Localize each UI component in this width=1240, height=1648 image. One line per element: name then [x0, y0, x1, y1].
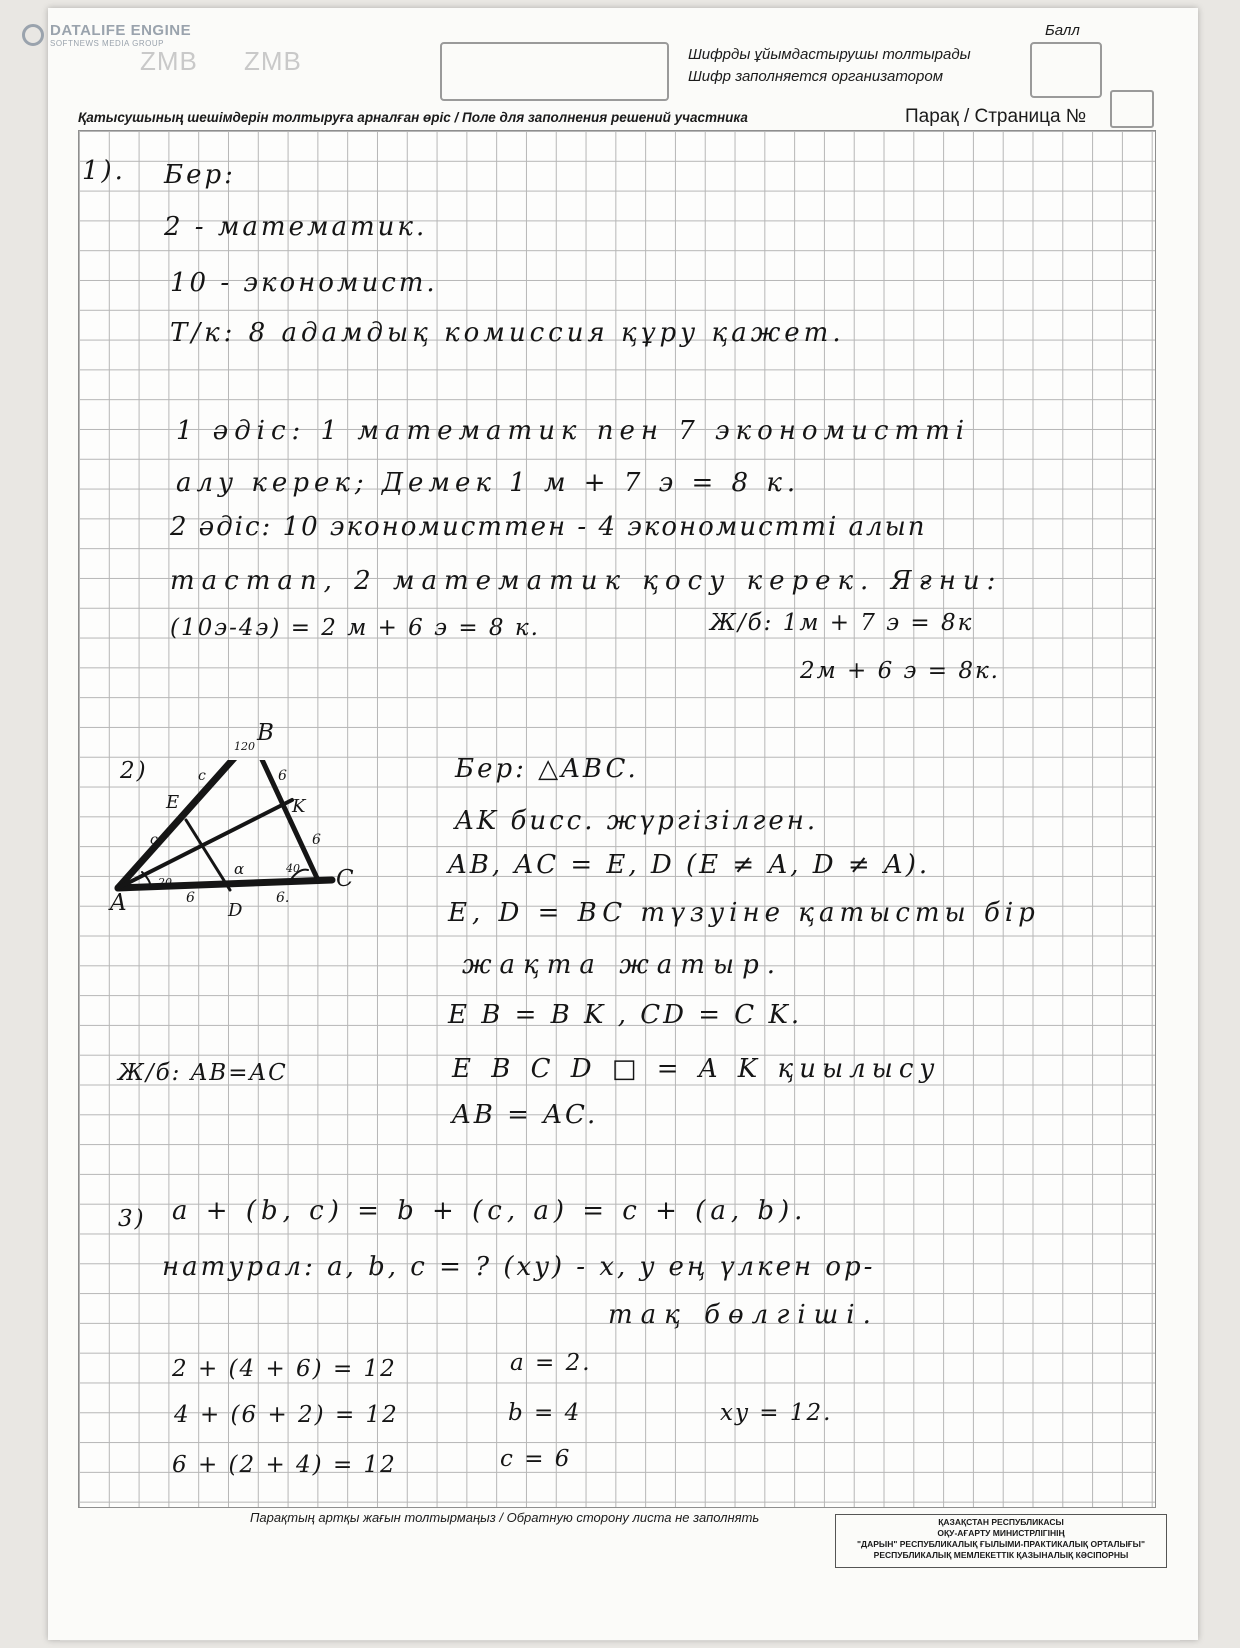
- problem-2-line: AB, AC = E, D (E ≠ A, D ≠ A).: [448, 850, 931, 880]
- score-label: Балл: [1045, 22, 1080, 39]
- watermark-title: DATALIFE ENGINE: [50, 22, 192, 39]
- side-label: c: [198, 768, 206, 784]
- stamp-line: РЕСПУБЛИКАЛЫҚ МЕМЛЕКЕТТІК ҚАЗЫНАЛЫҚ КӘСІПОРНЫ: [873, 1550, 1129, 1560]
- problem-3-question: тақ бөлгіші.: [608, 1300, 879, 1330]
- organization-stamp: [835, 1514, 1167, 1568]
- point-a-label: A: [110, 890, 127, 916]
- angle-alpha-label: α: [234, 860, 245, 878]
- problem-1-answer: 2м + 6 э = 8к.: [800, 658, 1000, 684]
- stamp-line: "ДАРЫН" РЕСПУБЛИКАЛЫҚ ҒЫЛЫМИ-ПРАКТИКАЛЫҚ ОРТАЛЫҒЫ": [857, 1539, 1145, 1549]
- method-1-line: алу керек; Демек 1 м + 7 э = 8 к.: [176, 468, 801, 498]
- method-2-line: 2 әдіс: 10 экономисттен - 4 экономистті алып: [170, 512, 927, 542]
- watermark-logo-icon: [22, 24, 44, 46]
- side-label: 6: [186, 890, 195, 906]
- problem-1-number: 1).: [82, 156, 126, 186]
- side-label: 6.: [276, 890, 290, 906]
- problem-1-line: 10 - экономист.: [170, 268, 438, 298]
- watermark-subtitle: SOFTNEWS MEDIA GROUP: [50, 39, 165, 48]
- problem-2-line: AB = AC.: [452, 1100, 599, 1130]
- page-number-box: [1110, 90, 1154, 128]
- side-label: 6: [278, 768, 287, 784]
- page-number-label: Парақ / Страница №: [905, 106, 1087, 127]
- problem-3-row: 6 + (2 + 4) = 12: [172, 1452, 397, 1478]
- zmb-mark: ZMB: [244, 46, 302, 76]
- problem-2-line: E, D = BC түзуіне қатысты бір: [448, 898, 1040, 928]
- watermark: [22, 22, 191, 48]
- method-1-line: 1 әдіс: 1 математик пен 7 экономистті: [176, 416, 971, 446]
- stamp-line: ҚАЗАҚСТАН РЕСПУБЛИКАСЫ: [938, 1517, 1064, 1527]
- angle-a-label: 20: [158, 876, 172, 889]
- point-e-label: E: [166, 792, 180, 813]
- problem-3-c: c = 6: [500, 1446, 572, 1472]
- problem-2-line: AK бисс. жүргізілген.: [455, 806, 819, 836]
- method-2-line: (10э-4э) = 2 м + 6 э = 8 к.: [170, 615, 540, 641]
- problem-1-given: Бер:: [164, 160, 236, 190]
- point-c-label: C: [336, 866, 354, 892]
- stamp-line: ОҚУ-АҒАРТУ МИНИСТРЛІГІНІҢ: [937, 1528, 1065, 1538]
- problem-3-xy: xy = 12.: [720, 1400, 833, 1426]
- problem-3-equation: a + (b, c) = b + (c, a) = c + (a, b).: [172, 1196, 808, 1226]
- cipher-instructions: [688, 44, 971, 88]
- problem-2-number: 2): [120, 758, 148, 784]
- problem-3-question: натурал: a, b, c = ? (xy) - x, y ең үлкен ор-: [162, 1252, 876, 1282]
- field-title: Қатысушының шешімдерін толтыруға арналған өріс / Поле для заполнения решений участника: [78, 110, 748, 125]
- problem-1-line: 2 - математик.: [164, 212, 428, 242]
- point-b-label: B: [257, 720, 274, 746]
- side-label: c: [150, 832, 158, 848]
- point-k-label: K: [292, 796, 306, 817]
- side-ab: [118, 760, 252, 888]
- cipher-ru: Шифр заполняется организатором: [688, 68, 943, 85]
- footer-note: Парақтың артқы жағын толтырмаңыз / Обратную сторону листа не заполнять: [250, 1510, 760, 1525]
- side-label: 6: [312, 832, 321, 848]
- triangle-figure: [112, 760, 352, 950]
- segment-e-d: [186, 820, 230, 890]
- method-2-line: тастап, 2 математик қосу керек. Яғни:: [170, 566, 1003, 596]
- cipher-box: [440, 42, 669, 101]
- problem-1-line: Т/к: 8 адамдық комиссия құру қажет.: [170, 318, 845, 348]
- problem-2-given: Бер: △ABC.: [455, 754, 639, 784]
- zmb-mark: ZMB: [140, 46, 198, 76]
- problem-2-answer: Ж/б: AB=AC: [118, 1060, 288, 1086]
- problem-1-answer: Ж/б: 1м + 7 э = 8к: [710, 610, 974, 636]
- problem-3-a: a = 2.: [510, 1350, 592, 1376]
- angle-c-label: 40: [286, 862, 300, 875]
- angle-b-label: 120: [234, 740, 255, 753]
- problem-2-line: жақта жатыр.: [462, 950, 783, 980]
- problem-3-row: 2 + (4 + 6) = 12: [172, 1356, 397, 1382]
- cipher-kz: Шифрды ұйымдастырушы толтырады: [688, 46, 971, 63]
- score-box: [1030, 42, 1102, 98]
- problem-2-line: E B = B K , CD = C K.: [448, 1000, 803, 1030]
- problem-2-line: E B C D □ = A K қиылысу: [452, 1054, 941, 1084]
- problem-3-row: 4 + (6 + 2) = 12: [174, 1402, 399, 1428]
- problem-3-number: 3): [118, 1206, 146, 1232]
- problem-3-b: b = 4: [508, 1400, 582, 1426]
- point-d-label: D: [228, 900, 243, 921]
